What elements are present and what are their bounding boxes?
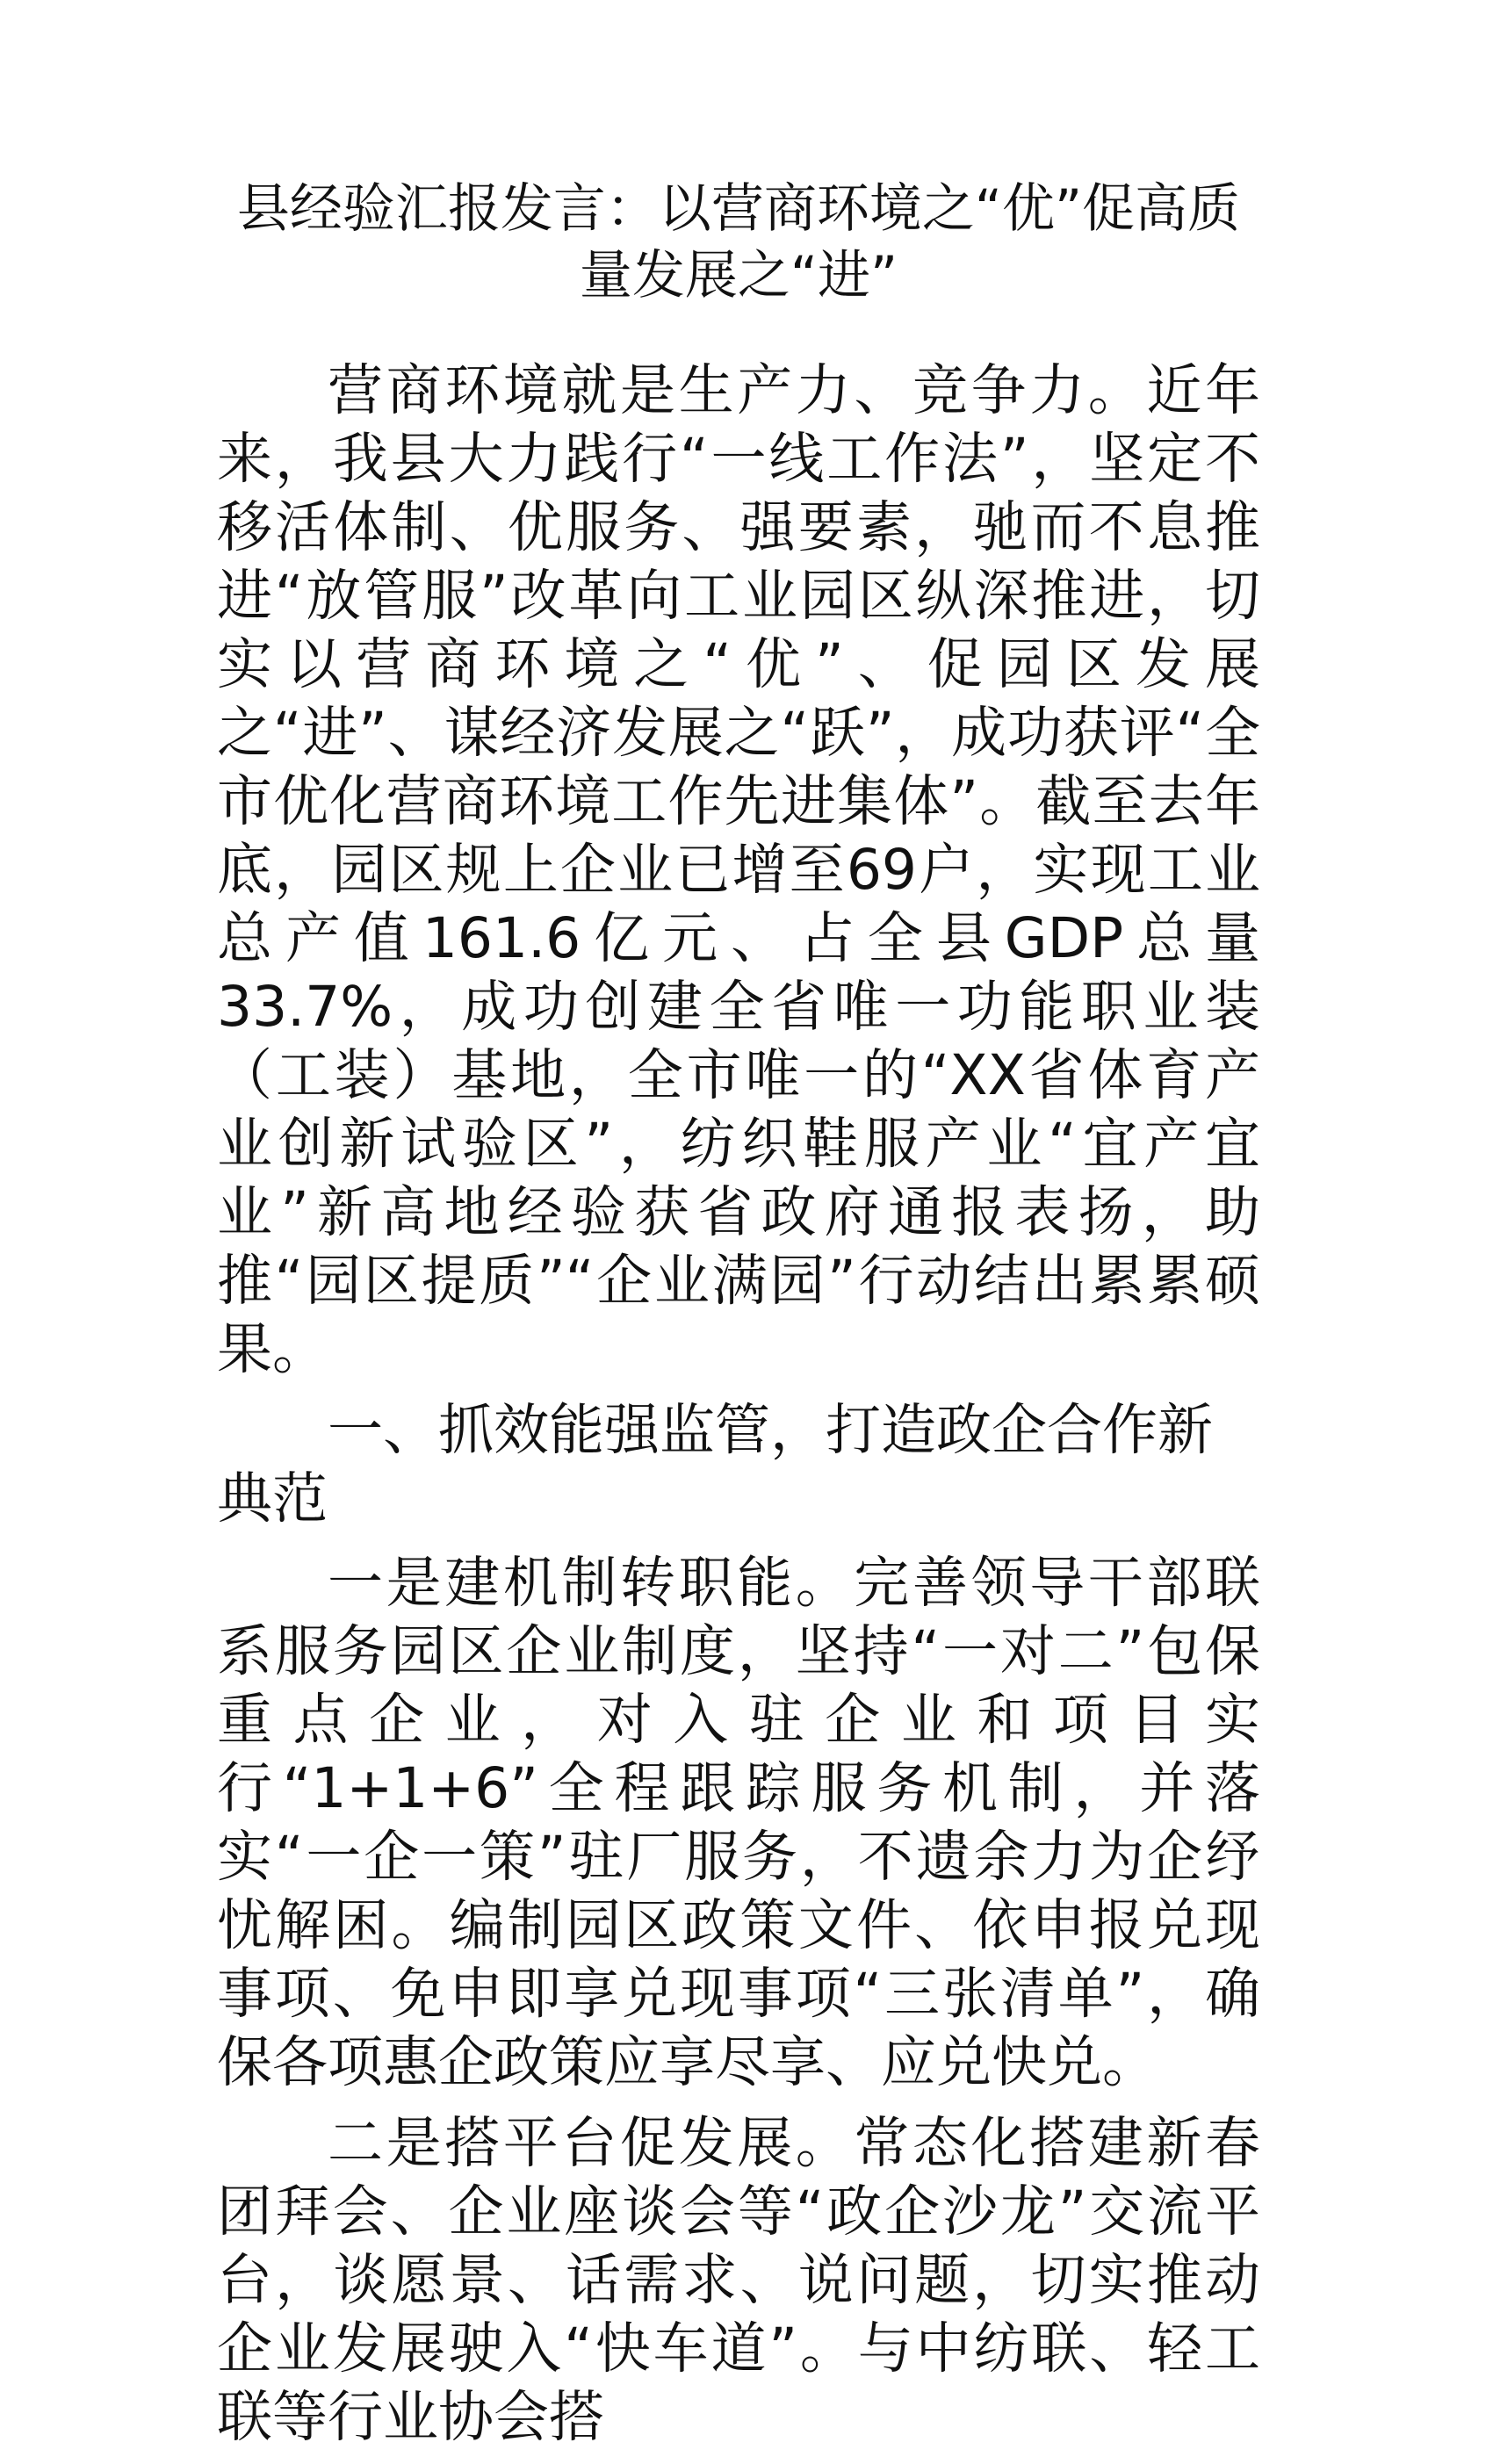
section-heading: 一、抓效能强监管，打造政企合作新典范 (217, 1398, 1213, 1531)
intro-paragraph: 营商环境就是生产力、竞争力。近年来，我县大力践行“一线工作法”，坚定不移活体制、优服务、强要素，驰而不息推进“放管服”改革向工业园区纵深推进，切实以营商环境之“优”、促园区发展之“进”、谋经济发展之“跃”，成功获评“全市优化营商环境工作先进集体”。截至去年底，园区规上企业已增至69户，实现工业总产值161.6亿元、占全县GDP总量33.7%，成功创建全省唯一功能职业装（工装）基地，全市唯一的“XX省体育产业创新试验区”，纺织鞋服产业“宜产宜业”新高地经验获省政府通报表扬，助推“园区提质”“企业满园”行动结出累累硕果。 (217, 358, 1260, 1381)
body-paragraph: 二是搭平台促发展。常态化搭建新春团拜会、企业座谈会等“政企沙龙”交流平台，谈愿景、话需求、说问题，切实推动企业发展驶入“快车道”。与中纺联、轻工联等行业协会搭 (217, 2111, 1260, 2449)
document-page (217, 176, 1260, 2464)
document-title: 县经验汇报发言：以营商环境之“优”促高质量发展之“进” (236, 178, 1241, 306)
body-paragraph: 一是建机制转职能。完善领导干部联系服务园区企业制度，坚持“一对二”包保重点企业，对入驻企业和项目实行“1+1+6”全程跟踪服务机制，并落实“一企一策”驻厂服务，不遗余力为企纾忧解困。编制园区政策文件、依申报兑现事项、免申即享兑现事项“三张清单”，确保各项惠企政策应享尽享、应兑快兑。 (217, 1551, 1260, 2094)
